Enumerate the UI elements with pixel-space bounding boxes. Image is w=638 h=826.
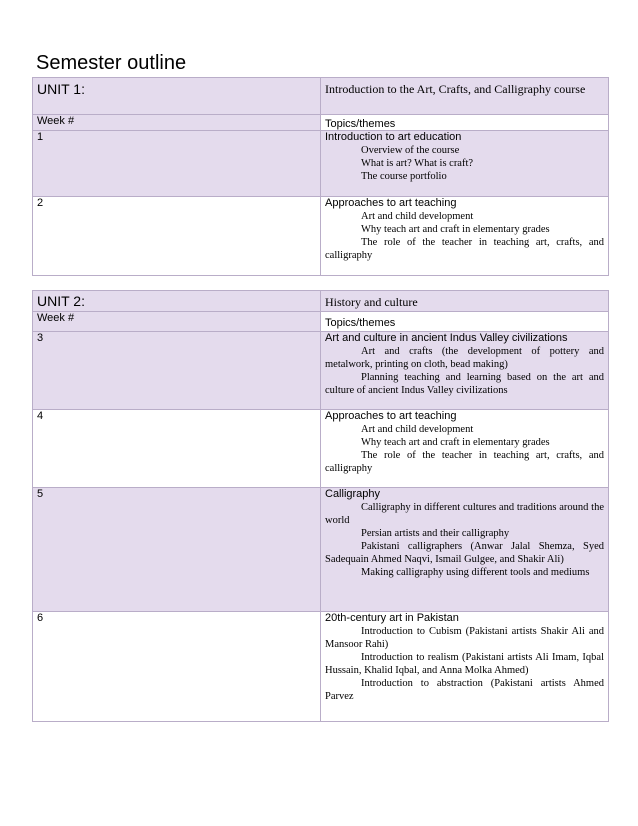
table-row	[33, 488, 609, 612]
week-cell: 4	[33, 410, 321, 488]
subtopic: Why teach art and craft in elementary grades	[361, 224, 550, 235]
subtopic: Calligraphy in different cultures and traditions around the world	[325, 502, 604, 526]
topic-cell	[321, 410, 609, 488]
topics-header-cell	[321, 115, 609, 131]
week-cell: 1	[33, 131, 321, 197]
unit-1-title: Introduction to the Art, Crafts, and Calligraphy course	[325, 82, 586, 96]
week-cell: 2	[33, 197, 321, 276]
week-cell: 3	[33, 332, 321, 410]
week-header: Week #	[37, 312, 75, 324]
topic-cell	[321, 488, 609, 612]
topic-title: Approaches to art teaching	[325, 410, 457, 422]
subtopic: The role of the teacher in teaching art, crafts, and calligraphy	[325, 237, 604, 261]
topic-cell	[321, 131, 609, 197]
table-row	[33, 197, 609, 276]
week-header: Week #	[37, 115, 75, 127]
subtopic: The role of the teacher in teaching art, crafts, and calligraphy	[325, 450, 604, 474]
subtopic: Art and crafts (the development of pottery and metalwork, printing on cloth, bead making)	[325, 346, 604, 370]
unit-1-table	[32, 77, 609, 276]
topics-header-cell	[321, 312, 609, 332]
table-row	[33, 612, 609, 722]
subtopic: Overview of the course	[361, 145, 460, 156]
subtopic: Introduction to realism (Pakistani artists Ali Imam, Iqbal Hussain, Khalid Iqbal, and Anna Molka Ahmed)	[325, 652, 604, 676]
unit-2-title-row	[33, 291, 609, 312]
table-row	[33, 332, 609, 410]
subtopic: Planning teaching and learning based on the art and culture of ancient Indus Valley civilizations	[325, 372, 604, 396]
topic-cell	[321, 612, 609, 722]
topic-title: Approaches to art teaching	[325, 197, 457, 209]
unit-2-title-cell	[321, 291, 609, 312]
subtopic: Pakistani calligraphers (Anwar Jalal Shemza, Syed Sadequain Ahmed Naqvi, Ismail Gulgee, and Shakir Ali)	[325, 541, 604, 565]
unit-2-table	[32, 290, 609, 722]
subtopic: What is art? What is craft?	[361, 158, 474, 169]
subtopic: Making calligraphy using different tools and mediums	[361, 567, 590, 578]
unit-2-label-cell	[33, 291, 321, 312]
unit-2-label: UNIT 2:	[37, 293, 85, 309]
unit-1-header-row	[33, 115, 609, 131]
page-title: Semester outline	[36, 52, 187, 74]
topics-header: Topics/themes	[325, 317, 396, 329]
subtopic: Introduction to abstraction (Pakistani artists Ahmed Parvez	[325, 678, 604, 702]
topic-title: Calligraphy	[325, 488, 381, 500]
unit-1-title-cell	[321, 78, 609, 115]
unit-1-label: UNIT 1:	[37, 81, 85, 97]
week-cell: 6	[33, 612, 321, 722]
table-row	[33, 410, 609, 488]
unit-1-title-row	[33, 78, 609, 115]
subtopic: Art and child development	[361, 424, 474, 435]
subtopic: Persian artists and their calligraphy	[361, 528, 510, 539]
topics-header: Topics/themes	[325, 118, 396, 130]
week-cell: 5	[33, 488, 321, 612]
topic-cell	[321, 197, 609, 276]
subtopic: The course portfolio	[361, 171, 447, 182]
subtopic: Art and child development	[361, 211, 474, 222]
table-row	[33, 131, 609, 197]
unit-1-label-cell	[33, 78, 321, 115]
topic-cell	[321, 332, 609, 410]
topic-title: 20th-century art in Pakistan	[325, 612, 459, 624]
subtopic: Why teach art and craft in elementary grades	[361, 437, 550, 448]
unit-2-header-row	[33, 312, 609, 332]
week-header-cell	[33, 312, 321, 332]
week-header-cell	[33, 115, 321, 131]
topic-title: Art and culture in ancient Indus Valley civilizations	[325, 332, 568, 344]
topic-title: Introduction to art education	[325, 131, 462, 143]
unit-2-title: History and culture	[325, 295, 418, 309]
subtopic: Introduction to Cubism (Pakistani artists Shakir Ali and Mansoor Rahi)	[325, 626, 604, 650]
